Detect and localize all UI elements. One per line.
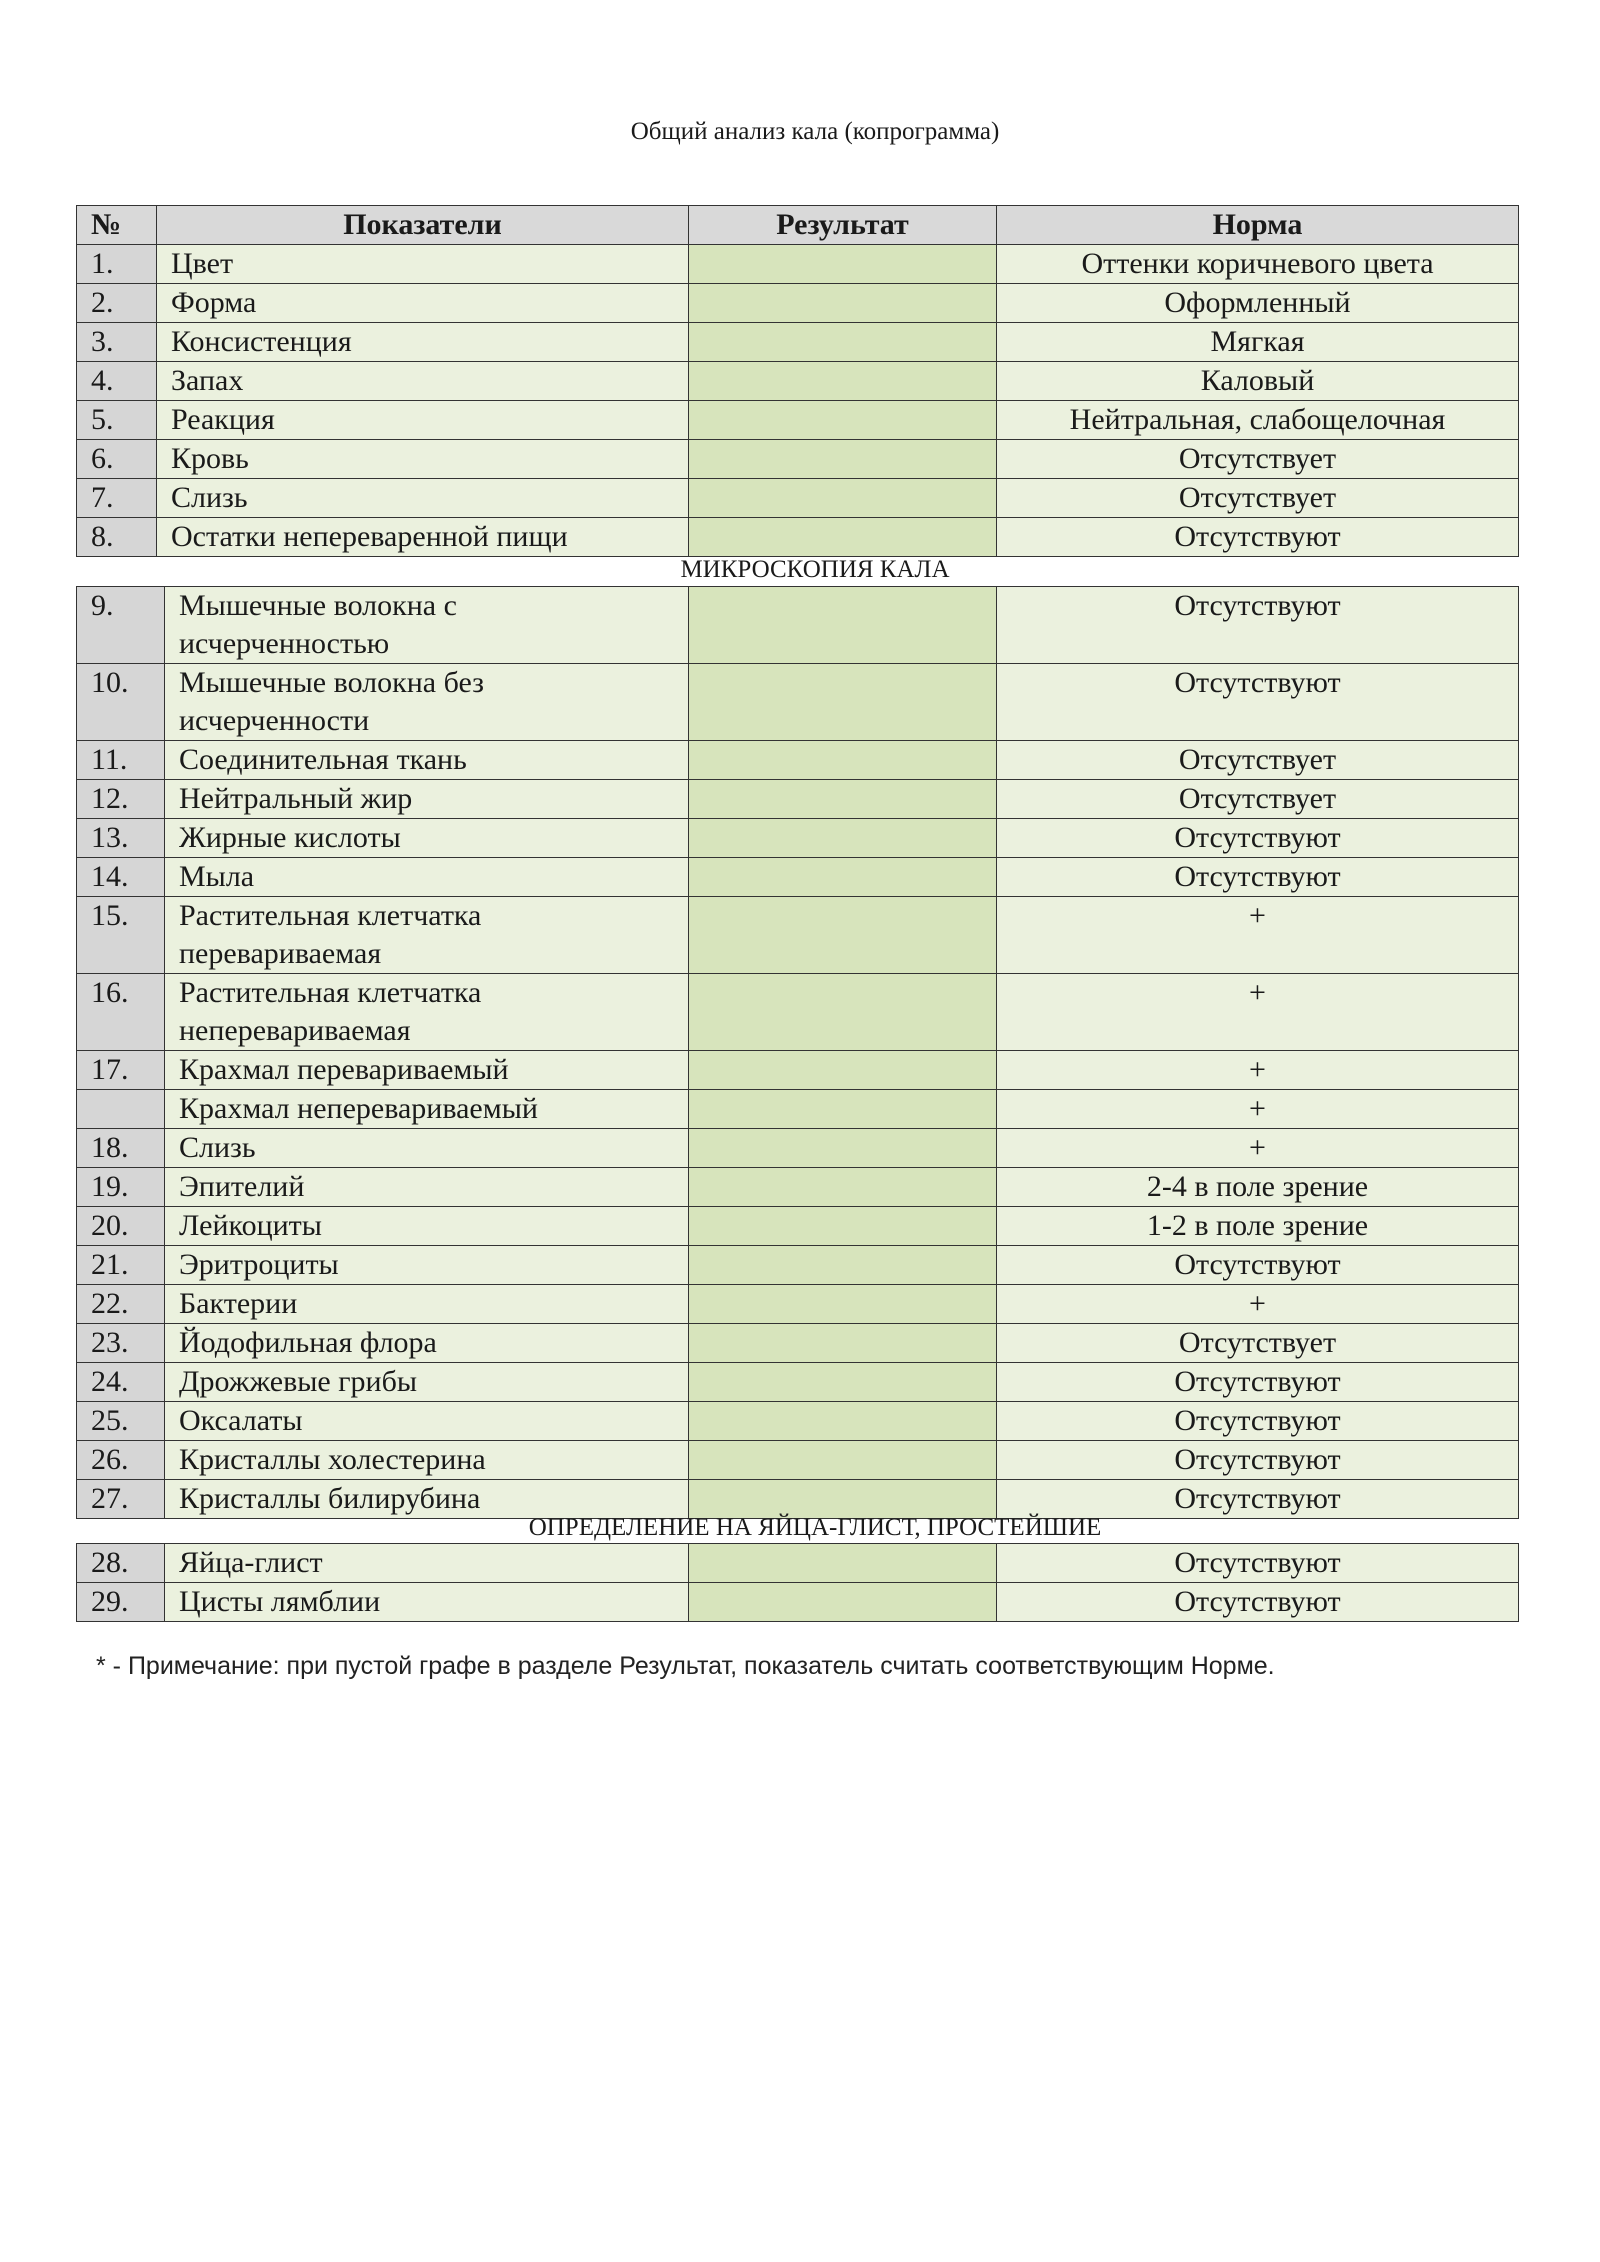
- row-number: 13.: [77, 819, 165, 858]
- norm-value: Оттенки коричневого цвета: [997, 245, 1519, 284]
- indicator-name: Нейтральный жир: [165, 780, 689, 819]
- indicator-name: Яйца-глист: [165, 1544, 689, 1583]
- indicator-name: Кровь: [157, 440, 689, 479]
- result-cell[interactable]: [689, 1051, 997, 1090]
- result-cell[interactable]: [689, 284, 997, 323]
- table-row: [77, 1246, 1519, 1285]
- indicator-name: Соединительная ткань: [165, 741, 689, 780]
- norm-value: Отсутствуют: [997, 1402, 1519, 1441]
- microscopy-section-caption: МИКРОСКОПИЯ КАЛА: [680, 556, 950, 583]
- indicator-name: Крахмал неперевариваемый: [165, 1090, 689, 1129]
- result-cell[interactable]: [689, 440, 997, 479]
- indicator-name: Оксалаты: [165, 1402, 689, 1441]
- table-row: [77, 664, 1519, 741]
- table-row: [77, 858, 1519, 897]
- row-number: 25.: [77, 1402, 165, 1441]
- result-cell[interactable]: [689, 858, 997, 897]
- table-header-row: [77, 206, 1519, 245]
- result-cell[interactable]: [689, 664, 997, 741]
- result-cell[interactable]: [689, 897, 997, 974]
- result-cell[interactable]: [689, 1246, 997, 1285]
- table-row: [77, 1363, 1519, 1402]
- footnote: * - Примечание: при пустой графе в разделе Результат, показатель считать соответствующим Норме.: [96, 1652, 1275, 1680]
- norm-value: Отсутствуют: [997, 1480, 1519, 1519]
- row-number: 2.: [77, 284, 157, 323]
- result-cell[interactable]: [689, 245, 997, 284]
- table-row: [77, 1090, 1519, 1129]
- document-title: Общий анализ кала (копрограмма): [630, 118, 1000, 145]
- row-number: 15.: [77, 897, 165, 974]
- norm-value: Отсутствуют: [997, 518, 1519, 557]
- table-row: [77, 1207, 1519, 1246]
- norm-value: +: [997, 1129, 1519, 1168]
- row-number: 18.: [77, 1129, 165, 1168]
- norm-value: Отсутствует: [997, 479, 1519, 518]
- row-number: 17.: [77, 1051, 165, 1090]
- result-cell[interactable]: [689, 819, 997, 858]
- table-row: [77, 1324, 1519, 1363]
- norm-value: +: [997, 1285, 1519, 1324]
- row-number: 11.: [77, 741, 165, 780]
- norm-value: +: [997, 1051, 1519, 1090]
- indicator-name: Растительная клетчатка перевариваемая: [165, 897, 689, 974]
- norm-value: Отсутствуют: [997, 1246, 1519, 1285]
- result-cell[interactable]: [689, 741, 997, 780]
- table-row: [77, 362, 1519, 401]
- indicator-name: Лейкоциты: [165, 1207, 689, 1246]
- indicator-name: Запах: [157, 362, 689, 401]
- header-num: №: [77, 206, 157, 245]
- row-number: 14.: [77, 858, 165, 897]
- row-number: [77, 1090, 165, 1129]
- indicator-name: Растительная клетчатка неперевариваемая: [165, 974, 689, 1051]
- result-cell[interactable]: [689, 1090, 997, 1129]
- row-number: 12.: [77, 780, 165, 819]
- norm-value: Отсутствуют: [997, 1441, 1519, 1480]
- result-cell[interactable]: [689, 362, 997, 401]
- result-cell[interactable]: [689, 401, 997, 440]
- table-row: [77, 284, 1519, 323]
- indicator-name: Реакция: [157, 401, 689, 440]
- norm-value: Отсутствуют: [997, 1583, 1519, 1622]
- indicator-name: Крахмал перевариваемый: [165, 1051, 689, 1090]
- table-row: [77, 1168, 1519, 1207]
- norm-value: Отсутствует: [997, 440, 1519, 479]
- norm-value: +: [997, 897, 1519, 974]
- indicator-name: Форма: [157, 284, 689, 323]
- row-number: 8.: [77, 518, 157, 557]
- result-cell[interactable]: [689, 587, 997, 664]
- indicator-name: Слизь: [157, 479, 689, 518]
- parasites-section-caption: ОПРЕДЕЛЕНИЕ НА ЯЙЦА-ГЛИСТ, ПРОСТЕЙШИЕ: [528, 1514, 1102, 1541]
- norm-value: Отсутствуют: [997, 587, 1519, 664]
- norm-value: Каловый: [997, 362, 1519, 401]
- table-row: [77, 1583, 1519, 1622]
- norm-value: +: [997, 974, 1519, 1051]
- indicator-name: Йодофильная флора: [165, 1324, 689, 1363]
- result-cell[interactable]: [689, 1285, 997, 1324]
- row-number: 27.: [77, 1480, 165, 1519]
- table-row: [77, 518, 1519, 557]
- table-row: [77, 401, 1519, 440]
- row-number: 9.: [77, 587, 165, 664]
- row-number: 20.: [77, 1207, 165, 1246]
- table-row: [77, 1402, 1519, 1441]
- row-number: 5.: [77, 401, 157, 440]
- row-number: 7.: [77, 479, 157, 518]
- indicator-name: Эпителий: [165, 1168, 689, 1207]
- norm-value: Отсутствует: [997, 780, 1519, 819]
- result-cell[interactable]: [689, 518, 997, 557]
- row-number: 16.: [77, 974, 165, 1051]
- row-number: 3.: [77, 323, 157, 362]
- norm-value: Отсутствуют: [997, 664, 1519, 741]
- indicator-name: Дрожжевые грибы: [165, 1363, 689, 1402]
- header-norm: Норма: [997, 206, 1519, 245]
- table-row: [77, 1544, 1519, 1583]
- table-row: [77, 741, 1519, 780]
- indicator-name: Мыла: [165, 858, 689, 897]
- norm-value: Отсутствует: [997, 741, 1519, 780]
- table-row: [77, 974, 1519, 1051]
- table-row: [77, 780, 1519, 819]
- result-cell[interactable]: [689, 1129, 997, 1168]
- row-number: 21.: [77, 1246, 165, 1285]
- row-number: 22.: [77, 1285, 165, 1324]
- row-number: 28.: [77, 1544, 165, 1583]
- header-indicator: Показатели: [157, 206, 689, 245]
- norm-value: +: [997, 1090, 1519, 1129]
- result-cell[interactable]: [689, 1168, 997, 1207]
- indicator-name: Мышечные волокна без исчерченности: [165, 664, 689, 741]
- row-number: 10.: [77, 664, 165, 741]
- result-cell[interactable]: [689, 1207, 997, 1246]
- result-cell[interactable]: [689, 1544, 997, 1583]
- row-number: 1.: [77, 245, 157, 284]
- table-row: [77, 479, 1519, 518]
- indicator-name: Жирные кислоты: [165, 819, 689, 858]
- norm-value: Отсутствует: [997, 1324, 1519, 1363]
- result-cell[interactable]: [689, 1583, 997, 1622]
- result-cell[interactable]: [689, 780, 997, 819]
- header-result: Результат: [689, 206, 997, 245]
- result-cell[interactable]: [689, 1480, 997, 1519]
- table-row: [77, 440, 1519, 479]
- row-number: 26.: [77, 1441, 165, 1480]
- indicator-name: Мышечные волокна с исчерченностью: [165, 587, 689, 664]
- norm-value: 2-4 в поле зрение: [997, 1168, 1519, 1207]
- row-number: 6.: [77, 440, 157, 479]
- parasites-table: [76, 1543, 1519, 1622]
- result-cell[interactable]: [689, 1402, 997, 1441]
- table-row: [77, 587, 1519, 664]
- norm-value: Оформленный: [997, 284, 1519, 323]
- table-row: [77, 1480, 1519, 1519]
- row-number: 23.: [77, 1324, 165, 1363]
- row-number: 4.: [77, 362, 157, 401]
- indicator-name: Слизь: [165, 1129, 689, 1168]
- indicator-name: Консистенция: [157, 323, 689, 362]
- result-cell[interactable]: [689, 479, 997, 518]
- table-row: [77, 1051, 1519, 1090]
- table-row: [77, 245, 1519, 284]
- norm-value: 1-2 в поле зрение: [997, 1207, 1519, 1246]
- row-number: 19.: [77, 1168, 165, 1207]
- result-cell[interactable]: [689, 323, 997, 362]
- result-cell[interactable]: [689, 1363, 997, 1402]
- norm-value: Мягкая: [997, 323, 1519, 362]
- indicator-name: Эритроциты: [165, 1246, 689, 1285]
- result-cell[interactable]: [689, 974, 997, 1051]
- indicator-name: Кристаллы холестерина: [165, 1441, 689, 1480]
- row-number: 24.: [77, 1363, 165, 1402]
- microscopy-table: [76, 586, 1519, 1519]
- general-analysis-table: [76, 205, 1519, 557]
- table-row: [77, 819, 1519, 858]
- table-row: [77, 897, 1519, 974]
- result-cell[interactable]: [689, 1441, 997, 1480]
- indicator-name: Цвет: [157, 245, 689, 284]
- indicator-name: Бактерии: [165, 1285, 689, 1324]
- table-row: [77, 1441, 1519, 1480]
- indicator-name: Остатки непереваренной пищи: [157, 518, 689, 557]
- row-number: 29.: [77, 1583, 165, 1622]
- result-cell[interactable]: [689, 1324, 997, 1363]
- norm-value: Отсутствуют: [997, 1363, 1519, 1402]
- table-row: [77, 1129, 1519, 1168]
- indicator-name: Цисты лямблии: [165, 1583, 689, 1622]
- table-row: [77, 323, 1519, 362]
- norm-value: Отсутствуют: [997, 819, 1519, 858]
- table-row: [77, 1285, 1519, 1324]
- indicator-name: Кристаллы билирубина: [165, 1480, 689, 1519]
- norm-value: Отсутствуют: [997, 858, 1519, 897]
- norm-value: Нейтральная, слабощелочная: [997, 401, 1519, 440]
- norm-value: Отсутствуют: [997, 1544, 1519, 1583]
